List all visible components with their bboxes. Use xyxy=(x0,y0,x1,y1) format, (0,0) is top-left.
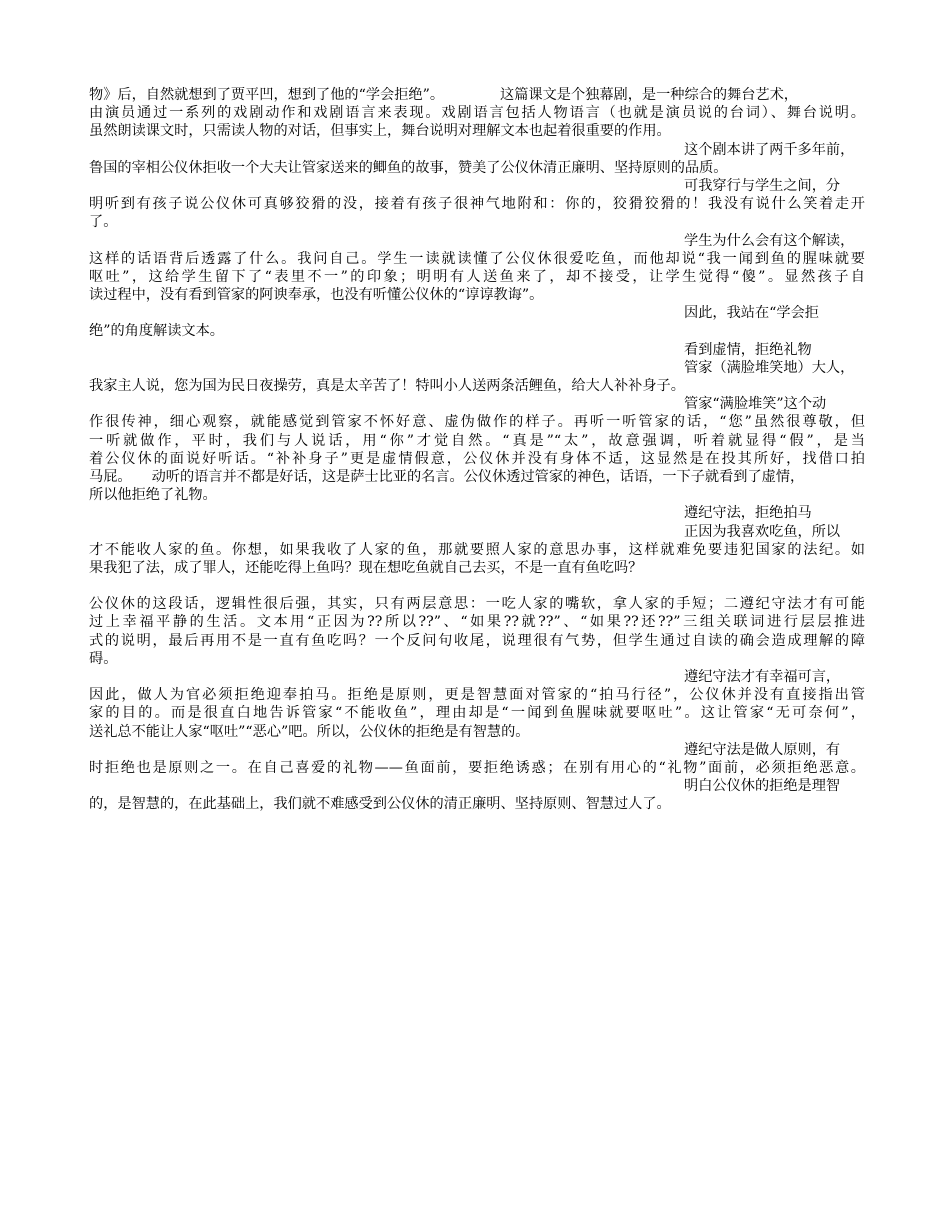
text-line: 读过程中，没有看到管家的阿谀奉承，也没有听懂公仪休的“谆谆教诲”。 xyxy=(89,287,544,304)
text-line: 着公仪休的面说好听话。“补补身子”更是虚情假意，公仪休并没有身体不适，这显然是在投其所好，找借口拍 xyxy=(89,450,865,467)
paragraph-start: 遵纪守法是做人原则，有 xyxy=(684,741,841,758)
text-line: 一听就做作，平时，我们与人说话，用“你”才觉自然。“真是”“太”，故意强调，听着就显得“假”，是当 xyxy=(89,432,865,449)
paragraph-start: 这个剧本讲了两千多年前， xyxy=(684,141,855,158)
text-line: 时拒绝也是原则之一。在自己喜爱的礼物——鱼面前，要拒绝诱惑；在别有用心的“礼物”面前，必须拒绝恶意。 xyxy=(89,759,865,776)
paragraph-start: 学生为什么会有这个解读， xyxy=(684,232,855,249)
paragraph-start: 正因为我喜欢吃鱼，所以 xyxy=(684,523,841,540)
text-line: 虽然朗读课文时，只需读人物的对话，但事实上，舞台说明对理解文本也起着很重要的作用。 xyxy=(89,123,671,140)
text-line: 式的说明，最后再用不是一直有鱼吃吗？一个反问句收尾，说理很有气势，但学生通过自读的确会造成理解的障 xyxy=(89,632,865,649)
text-line: 的，是智慧的，在此基础上，我们就不难感受到公仪休的清正廉明、坚持原则、智慧过人了。 xyxy=(89,796,671,813)
paragraph-start: 管家（满脸堆笑地）大人， xyxy=(684,359,855,376)
blank-line xyxy=(89,577,865,595)
paragraph-start: 遵纪守法才有幸福可言， xyxy=(684,669,841,685)
text-line: 所以他拒绝了礼物。 xyxy=(89,487,217,504)
text-line xyxy=(89,468,865,486)
document-body xyxy=(89,86,865,814)
line-text-tail: 动听的语言并不都是好话，这是萨士比亚的名言。公仪休透过管家的神色，话语，一下子就看到了虚情， xyxy=(151,468,805,485)
line-text: 物》后，自然就想到了贾平凹，想到了他的“学会拒绝”。 xyxy=(89,87,445,103)
text-line: 这样的话语背后透露了什么。我问自己。学生一读就读懂了公仪休很爱吃鱼，而他却说“我一闻到鱼的腥味就要 xyxy=(89,250,865,267)
text-line: 呕吐”，这给学生留下了“表里不一”的印象；明明有人送鱼来了，却不接受，让学生觉得“傻”。显然孩子自 xyxy=(89,268,865,285)
text-line: 碍。 xyxy=(89,650,118,667)
text-line: 公仪休的这段话，逻辑性很后强，其实，只有两层意思：一吃人家的嘴软，拿人家的手短；二遵纪守法才有可能 xyxy=(89,596,865,613)
text-line: 果我犯了法，成了罪人，还能吃得上鱼吗？现在想吃鱼就自己去买，不是一直有鱼吃吗？ xyxy=(89,559,643,576)
paragraph-start: 管家“满脸堆笑”这个动 xyxy=(684,396,827,413)
text-line: 过上幸福平静的生活。文本用“正因为??所以??”、“如果??就??”、“如果??还??”三组关联词进行层层推进 xyxy=(89,614,865,631)
paragraph-start: 明白公仪休的拒绝是理智 xyxy=(684,778,841,795)
text-line xyxy=(89,86,865,104)
text-line: 家的目的。而是很直白地告诉管家“不能收鱼”，理由却是“一闻到鱼腥味就要呕吐”。这让管家“无可奈何”， xyxy=(89,705,865,722)
line-text: 马屁。 xyxy=(89,468,132,485)
text-line: 作很传神，细心观察，就能感觉到管家不怀好意、虚伪做作的样子。再听一听管家的话，“您”虽然很尊敬，但 xyxy=(89,414,865,431)
text-line: 才不能收人家的鱼。你想，如果我收了人家的鱼，那就要照人家的意思办事，这样就难免要违犯国家的法纪。如 xyxy=(89,541,865,558)
text-line: 明听到有孩子说公仪休可真够狡猾的没，接着有孩子很神气地附和：你的，狡猾狡猾的！我没有说什么笑着走开 xyxy=(89,196,865,213)
text-line: 送礼总不能让人家“呕吐”“恶心”吧。所以，公仪休的拒绝是有智慧的。 xyxy=(89,723,530,740)
section-heading: 看到虚情，拒绝礼物 xyxy=(684,341,812,358)
text-line: 了。 xyxy=(89,214,118,231)
section-heading: 遵纪守法，拒绝拍马 xyxy=(684,505,812,522)
paragraph-start: 因此，我站在“学会拒 xyxy=(684,305,819,322)
text-line: 绝”的角度解读文本。 xyxy=(89,323,224,340)
text-line: 因此，做人为官必须拒绝迎奉拍马。拒绝是原则，更是智慧面对管家的“拍马行径”，公仪休并没有直接指出管 xyxy=(89,687,865,704)
text-line: 由演员通过一系列的戏剧动作和戏剧语言来表现。戏剧语言包括人物语言（也就是演员说的台词）、舞台说明。 xyxy=(89,105,865,122)
paragraph-start: 可我穿行与学生之间，分 xyxy=(684,177,841,194)
text-line: 鲁国的宰相公仪休拒收一个大夫让管家送来的鲫鱼的故事，赞美了公仪休清正廉明、坚持原则的品质。 xyxy=(89,159,728,176)
text-line: 我家主人说，您为国为民日夜操劳，真是太辛苦了！特叫小人送两条活鲤鱼，给大人补补身子。 xyxy=(89,378,685,394)
line-text-tail: 这篇课文是个独幕剧，是一种综合的舞台艺术， xyxy=(500,87,798,103)
